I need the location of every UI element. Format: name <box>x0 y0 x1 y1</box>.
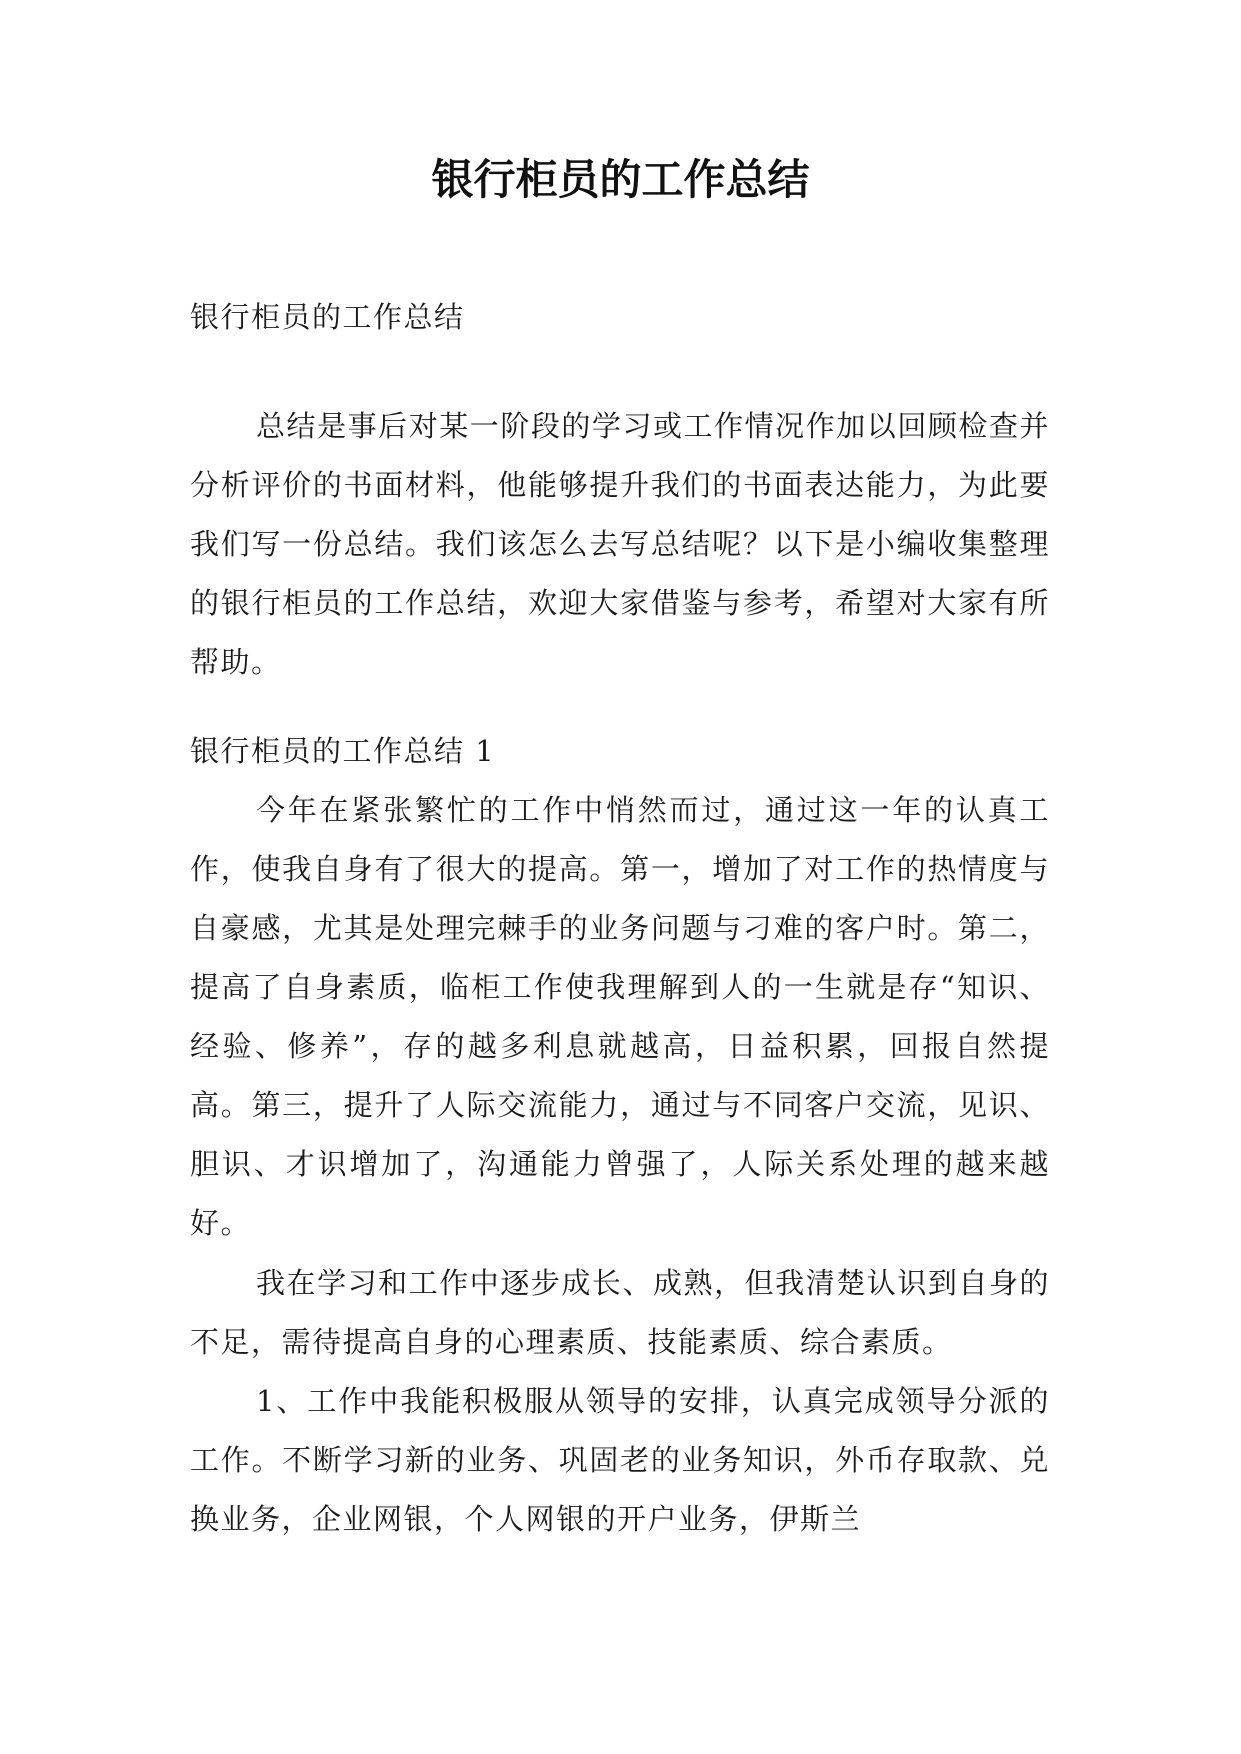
section-heading: 银行柜员的工作总结 1 <box>190 734 496 768</box>
document-subtitle: 银行柜员的工作总结 <box>190 300 465 334</box>
document-title: 银行柜员的工作总结 <box>431 155 810 204</box>
intro-paragraph: 总结是事后对某一阶段的学习或工作情况作加以回顾检查并分析评价的书面材料，他能够提升我们的书面表达能力，为此要我们写一份总结。我们该怎么去写总结呢？以下是小编收集整理的银行柜员的工作总结，欢迎大家借鉴与参考，希望对大家有所帮助。 <box>190 409 1050 679</box>
body-paragraph: 我在学习和工作中逐步成长、成熟，但我清楚认识到自身的不足，需待提高自身的心理素质、技能素质、综合素质。 <box>190 1266 1050 1359</box>
body-paragraph: 1、工作中我能积极服从领导的安排，认真完成领导分派的工作。不断学习新的业务、巩固老的业务知识，外币存取款、兑换业务，企业网银，个人网银的开户业务，伊斯兰 <box>190 1384 1050 1536</box>
body-paragraph: 今年在紧张繁忙的工作中悄然而过，通过这一年的认真工作，使我自身有了很大的提高。第一，增加了对工作的热情度与自豪感，尤其是处理完棘手的业务问题与刁难的客户时。第二，提高了自身素质，临柜工作使我理解到人的一生就是存“知识、经验、修养”，存的越多利息就越高，日益积累，回报自然提高。第三，提升了人际交流能力，通过与不同客户交流，见识、胆识、才识增加了，沟通能力曾强了，人际关系处理的越来越好。 <box>190 793 1050 1240</box>
